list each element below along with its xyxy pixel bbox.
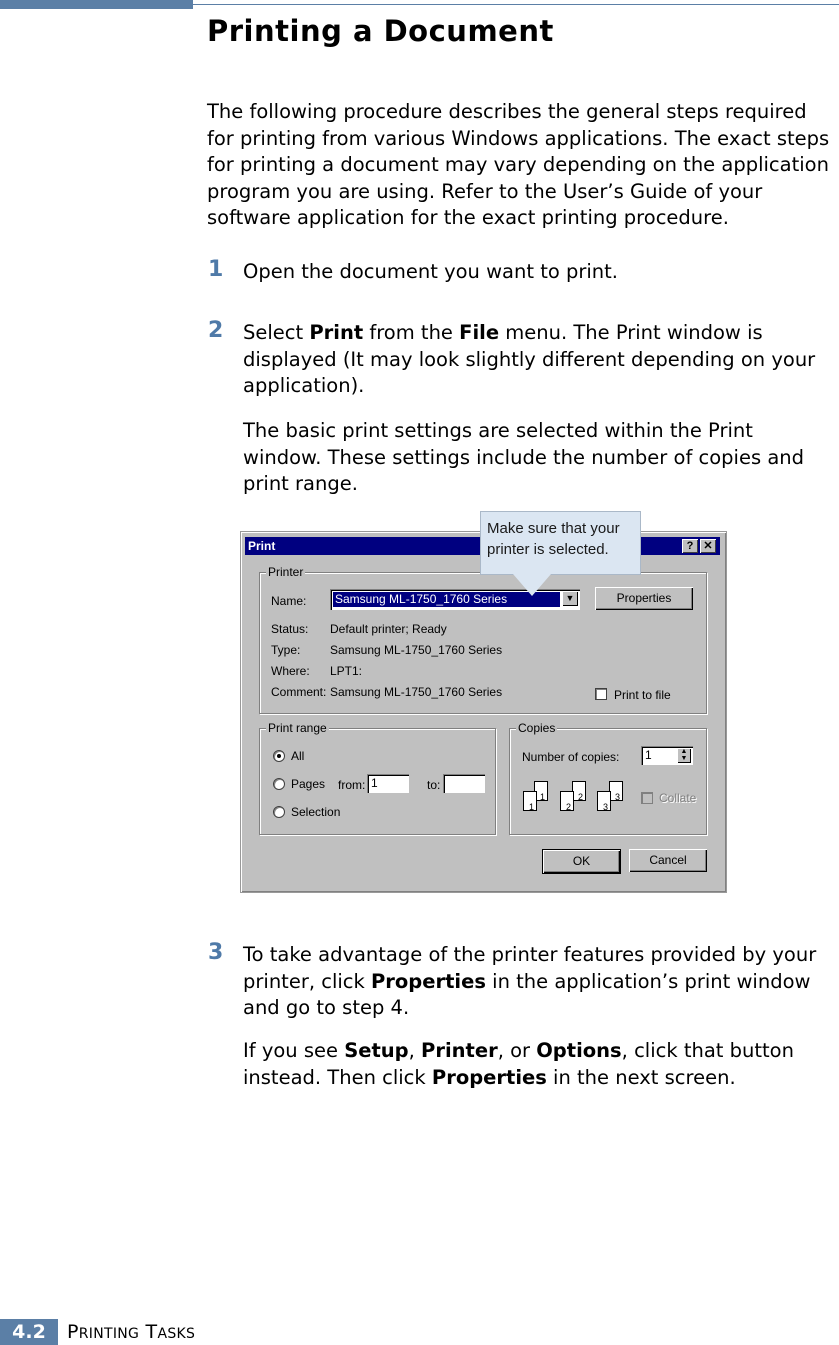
pages-radio[interactable] bbox=[273, 778, 285, 790]
step-1-number: 1 bbox=[208, 257, 224, 282]
page-icon: 3 bbox=[609, 781, 623, 801]
callout-note: Make sure that your printer is selected. bbox=[480, 511, 641, 575]
selection-radio[interactable] bbox=[273, 806, 285, 818]
properties-button[interactable]: Properties bbox=[595, 587, 693, 610]
copies-spinner[interactable] bbox=[641, 746, 693, 765]
step-3-text: To take advantage of the printer features provided by your printer, click Properties in the application’s print window and go to step 4. bbox=[243, 943, 817, 1019]
step-2-note: The basic print settings are selected within the Print window. These settings include the number of copies and print range. bbox=[243, 419, 805, 495]
step-1-text: Open the document you want to print. bbox=[243, 260, 618, 283]
status-value: Default printer; Ready bbox=[330, 622, 447, 636]
all-radio[interactable] bbox=[273, 750, 285, 762]
collate-checkbox[interactable] bbox=[641, 792, 653, 804]
spinner-arrows-icon[interactable]: ▲ ▼ bbox=[677, 748, 691, 763]
type-label: Type: bbox=[271, 643, 301, 657]
ok-button[interactable]: OK bbox=[542, 849, 621, 874]
help-button[interactable]: ? bbox=[682, 539, 698, 553]
step-3-note: If you see Setup, Printer, or Options, click that button instead. Then click Properties in the next screen. bbox=[243, 1039, 794, 1089]
page-icon: 2 bbox=[560, 791, 574, 811]
collate-label: Collate bbox=[659, 791, 697, 805]
to-label: to: bbox=[427, 778, 441, 792]
selection-label: Selection bbox=[291, 805, 341, 819]
print-dialog bbox=[240, 531, 727, 893]
intro-paragraph: The following procedure describes the general steps required for printing from various Windows applications. The exact steps for printing a document may vary depending on the application program you are using. Refer to the User’s Guide of your software application for the exact printing procedure. bbox=[207, 100, 830, 229]
copies-group-label: Copies bbox=[518, 721, 556, 735]
page-icon: 1 bbox=[523, 791, 537, 811]
name-label: Name: bbox=[271, 594, 307, 608]
step-3-number: 3 bbox=[208, 940, 224, 965]
page-icon: 2 bbox=[572, 781, 586, 801]
callout-pointer bbox=[513, 574, 551, 596]
close-button[interactable]: ✕ bbox=[700, 539, 716, 553]
from-label: from: bbox=[338, 778, 366, 792]
header-rule bbox=[193, 4, 839, 5]
comment-label: Comment: bbox=[271, 685, 327, 699]
printer-name-value: Samsung ML-1750_1760 Series bbox=[333, 592, 560, 607]
from-input[interactable]: 1 bbox=[367, 774, 409, 793]
page-icon: 3 bbox=[597, 791, 611, 811]
where-value: LPT1: bbox=[330, 664, 363, 678]
printer-group-label: Printer bbox=[268, 565, 304, 579]
to-input[interactable] bbox=[443, 774, 485, 793]
all-label: All bbox=[291, 749, 305, 763]
page-icon: 1 bbox=[534, 781, 548, 801]
status-label: Status: bbox=[271, 622, 309, 636]
chevron-down-icon[interactable]: ▼ bbox=[562, 591, 578, 606]
where-label: Where: bbox=[271, 664, 310, 678]
pages-label: Pages bbox=[291, 777, 326, 791]
page-title: Printing a Document bbox=[207, 14, 554, 48]
copies-label: Number of copies: bbox=[522, 750, 620, 764]
step-2-text: Select Print from the File menu. The Print window is displayed (It may look slightly different depending on your application). bbox=[243, 321, 816, 397]
copies-value: 1 bbox=[645, 748, 652, 762]
page-number: 4.2 bbox=[0, 1319, 58, 1345]
print-range-group-label: Print range bbox=[268, 721, 327, 735]
type-value: Samsung ML-1750_1760 Series bbox=[330, 643, 503, 657]
comment-value: Samsung ML-1750_1760 Series bbox=[330, 685, 503, 699]
cancel-button[interactable]: Cancel bbox=[629, 849, 707, 872]
header-bar bbox=[0, 0, 193, 9]
print-to-file-checkbox[interactable] bbox=[595, 688, 607, 700]
step-2-number: 2 bbox=[208, 318, 224, 343]
dialog-title: Print bbox=[248, 539, 276, 553]
section-name: PRINTING TASKS bbox=[67, 1321, 196, 1343]
print-to-file-label: Print to file bbox=[614, 688, 671, 702]
